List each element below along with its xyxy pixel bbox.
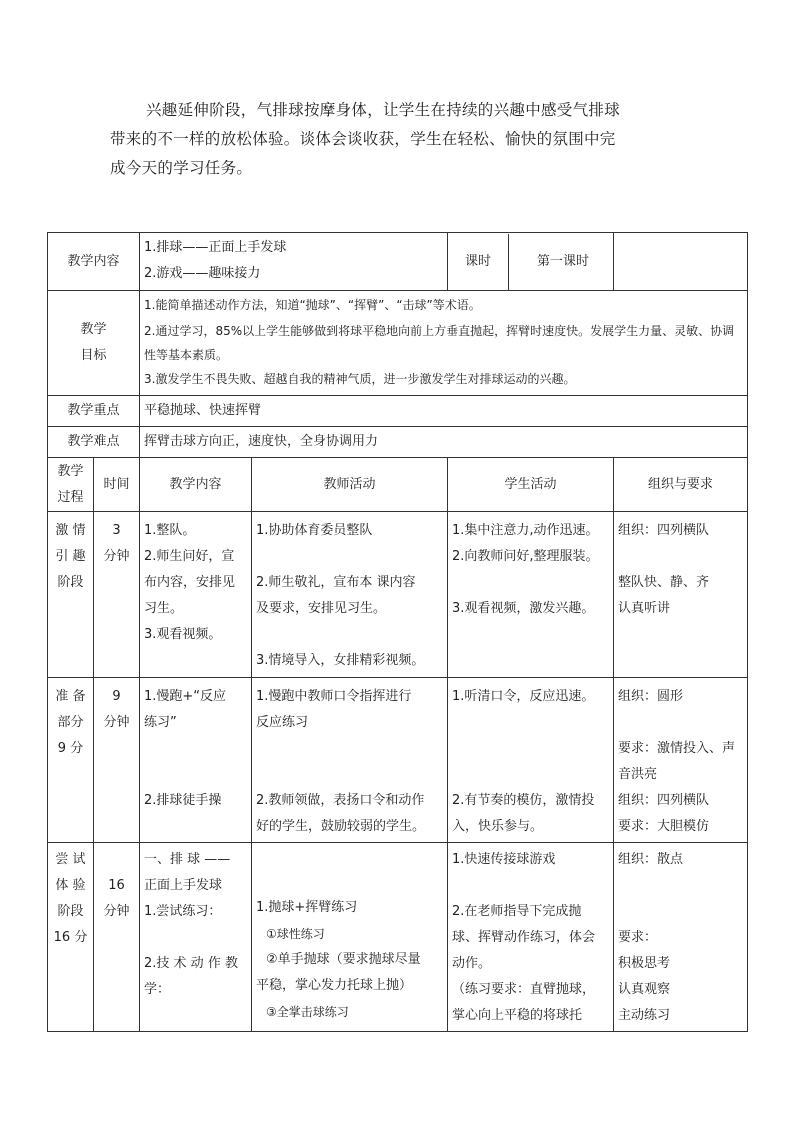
stage-name-line: 9 分 — [57, 741, 84, 756]
content-line: 正面上手发球 — [144, 878, 223, 893]
goals-row — [48, 291, 748, 396]
teacher-line: 1.协助体育委员整队 — [256, 523, 373, 538]
period-cell — [448, 233, 614, 291]
stage-name-line: 准 备 — [55, 689, 86, 704]
student-line: 2.在老师指导下完成抛 — [452, 904, 582, 919]
teacher-line: ①球性练习 — [266, 927, 325, 941]
student-line: 入，快乐参与。 — [452, 819, 544, 834]
org-line: 要求： — [618, 930, 658, 945]
key-label: 教学重点 — [48, 396, 140, 427]
difficulty-label: 教学难点 — [48, 427, 140, 458]
goals-list — [140, 291, 748, 396]
org-line: 积极思考 — [618, 956, 671, 971]
org-line: 要求：大胆模仿 — [618, 819, 710, 834]
content-line: 一、排 球 —— — [144, 852, 231, 867]
stage-name-line: 阶段 — [57, 575, 84, 590]
stage-name — [48, 843, 94, 1032]
key-row — [48, 396, 748, 427]
content-items — [140, 233, 448, 291]
header-organization: 组织与要求 — [614, 458, 748, 512]
stage-time — [94, 678, 140, 843]
content-label: 教学内容 — [48, 233, 140, 291]
stage-student — [448, 512, 614, 678]
content-item: 2.游戏——趣味接力 — [144, 266, 261, 281]
content-line: 2.师生问好，宣 — [144, 549, 235, 564]
stage-org — [614, 678, 748, 843]
student-line: 球、挥臂动作练习，体会 — [452, 930, 596, 945]
lesson-plan-table — [47, 232, 748, 1032]
goal-item: 3.激发学生不畏失败、超越自我的精神气质，进一步激发学生对排球运动的兴趣。 — [144, 372, 576, 386]
stage-org — [614, 512, 748, 678]
goal-item: 2.通过学习，85%以上学生能够做到将球平稳地向前上方垂直抛起，挥臂时速度快。发展学生力量、灵敏、协调性等基本素质。 — [144, 324, 735, 362]
stage-teacher — [252, 512, 448, 678]
teacher-line: 好的学生，鼓励较弱的学生。 — [256, 819, 426, 834]
student-line: 1.快速传接球游戏 — [452, 852, 556, 867]
header-process — [48, 458, 94, 512]
org-line: 认真听讲 — [618, 601, 671, 616]
stage-name-line: 尝 试 — [55, 852, 86, 867]
stage-time-line: 分钟 — [103, 904, 130, 919]
header-process-line: 过程 — [57, 489, 84, 505]
org-line: 组织：四列横队 — [618, 523, 710, 538]
teacher-line: ②单手抛球（要求抛球尽量 — [266, 952, 421, 967]
stage-time-line: 16 — [108, 878, 125, 893]
student-line: 3.观看视频，激发兴趣。 — [452, 601, 595, 616]
org-line: 组织：圆形 — [618, 689, 684, 704]
teacher-line: ③全掌击球练习 — [266, 1005, 349, 1019]
content-line: 1.尝试练习： — [144, 904, 222, 919]
stage-content — [140, 512, 252, 678]
org-line: 整队快、静、齐 — [618, 575, 710, 590]
org-line: 组织：四列横队 — [618, 793, 710, 808]
teacher-line: 平稳，掌心发力托球上抛） — [256, 978, 413, 993]
org-line: 音洪亮 — [618, 767, 658, 782]
stage-student — [448, 843, 614, 1032]
student-line: 1.听清口令，反应迅速。 — [452, 689, 595, 704]
difficulty-value: 挥臂击球方向正，速度快，全身协调用力 — [140, 427, 748, 458]
stage-time — [94, 843, 140, 1032]
stage-time-line: 分钟 — [103, 549, 130, 564]
period-label: 课时 — [448, 234, 509, 290]
content-line: 3.观看视频。 — [144, 627, 222, 642]
stage-org — [614, 843, 748, 1032]
stage-time-line: 3 — [112, 523, 121, 538]
student-line: 2.向教师问好,整理服装。 — [452, 549, 599, 564]
stage-teacher — [252, 678, 448, 843]
org-line: 主动练习 — [618, 1008, 671, 1023]
content-item: 1.排球——正面上手发球 — [144, 240, 287, 255]
teacher-line: 1.抛球+挥臂练习 — [256, 900, 358, 915]
content-line: 2.排球徒手操 — [144, 793, 222, 808]
header-process-line: 教学 — [57, 463, 84, 479]
stage-student — [448, 678, 614, 843]
student-line: （练习要求：直臂抛球， — [452, 982, 596, 997]
stage-time-line: 9 — [112, 689, 121, 704]
content-row — [48, 233, 748, 291]
goal-item: 1.能简单描述动作方法，知道“抛球”、“挥臂”、“击球”等术语。 — [144, 298, 481, 312]
content-line: 1.慢跑+“反应 — [144, 689, 227, 704]
stage-name — [48, 678, 94, 843]
stage-name — [48, 512, 94, 678]
header-student: 学生活动 — [448, 458, 614, 512]
goals-label-line: 教学 — [80, 322, 107, 337]
stage-name-line: 16 分 — [53, 930, 88, 945]
intro-paragraph — [110, 96, 682, 183]
stage-time-line: 分钟 — [103, 715, 130, 730]
content-line: 习生。 — [144, 601, 184, 616]
teacher-line: 2.师生敬礼，宣布本 课内容 — [256, 575, 416, 590]
teacher-line: 及要求，安排见习生。 — [256, 601, 387, 616]
student-line: 2.有节奏的模仿，激情投 — [452, 793, 595, 808]
org-line: 认真观察 — [618, 982, 671, 997]
content-line: 练习” — [144, 715, 177, 730]
difficulty-row — [48, 427, 748, 458]
stage-row-1 — [48, 512, 748, 678]
header-row — [48, 458, 748, 512]
teacher-line: 3.情境导入，女排精彩视频。 — [256, 653, 425, 668]
teacher-line: 1.慢跑中教师口令指挥进行 — [256, 689, 412, 704]
student-line: 1.集中注意力,动作迅速。 — [452, 523, 599, 538]
empty-cell — [614, 233, 748, 291]
header-content: 教学内容 — [140, 458, 252, 512]
student-line: 掌心向上平稳的将球托 — [452, 1008, 583, 1023]
content-line: 2.技 术 动 作 教 — [144, 956, 238, 971]
header-teacher: 教师活动 — [252, 458, 448, 512]
header-time: 时间 — [94, 458, 140, 512]
stage-name-line: 引 趣 — [55, 549, 86, 564]
org-line: 组织：散点 — [618, 852, 684, 867]
student-line: 动作。 — [452, 956, 492, 971]
goals-label — [48, 291, 140, 396]
key-value: 平稳抛球、快速挥臂 — [140, 396, 748, 427]
content-line: 布内容，安排见 — [144, 575, 236, 590]
content-line: 1.整队。 — [144, 523, 196, 538]
period-value: 第一课时 — [537, 253, 590, 269]
stage-name-line: 部分 — [57, 715, 84, 730]
stage-teacher — [252, 843, 448, 1032]
stage-content — [140, 678, 252, 843]
teacher-line: 反应练习 — [256, 715, 309, 730]
org-line: 要求：激情投入、声 — [618, 741, 736, 756]
intro-line-2: 带来的不一样的放松体验。谈体会谈收获，学生在轻松、愉快的氛围中完 — [110, 130, 616, 148]
stage-name-line: 阶段 — [57, 904, 84, 919]
stage-row-2 — [48, 678, 748, 843]
content-line: 学： — [144, 982, 171, 997]
stage-row-3 — [48, 843, 748, 1032]
teacher-line: 2.教师领做，表扬口令和动作 — [256, 793, 425, 808]
stage-time — [94, 512, 140, 678]
stage-name-line: 体 验 — [55, 878, 86, 893]
intro-line-1: 兴趣延伸阶段，气排球按摩身体，让学生在持续的兴趣中感受气排球 — [146, 101, 621, 119]
intro-line-3: 成今天的学习任务。 — [110, 159, 253, 177]
stage-name-line: 激 情 — [55, 523, 86, 538]
goals-label-line: 目标 — [80, 348, 107, 363]
stage-content — [140, 843, 252, 1032]
